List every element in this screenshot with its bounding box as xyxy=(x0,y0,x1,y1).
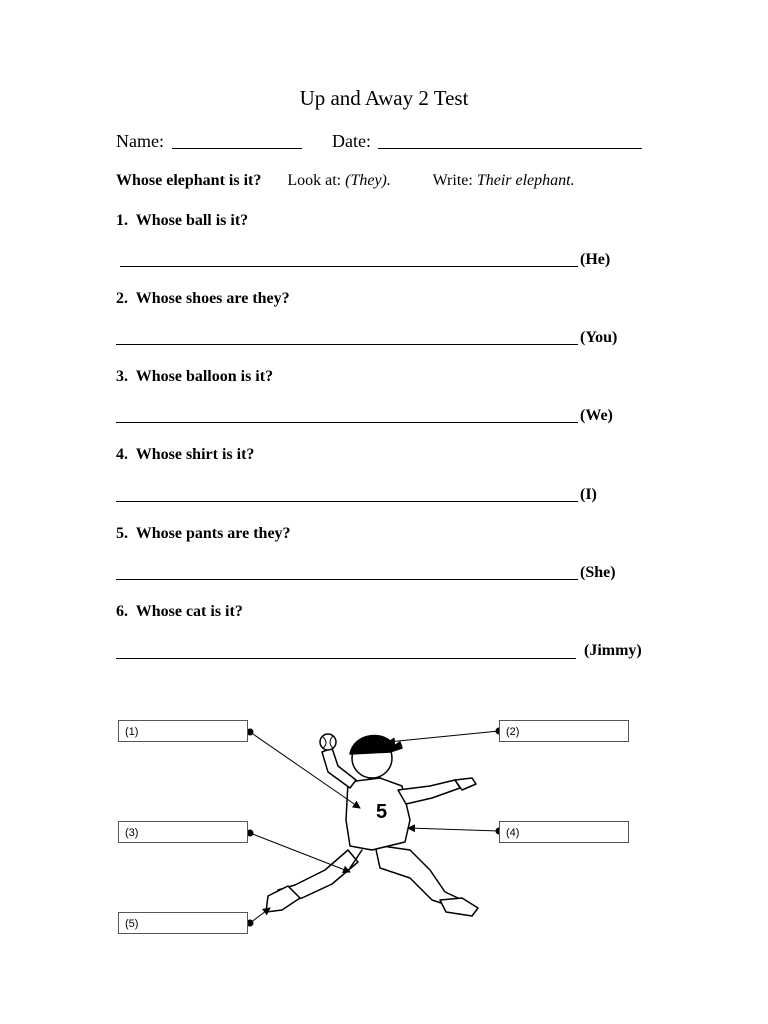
jersey-number: 5 xyxy=(376,801,388,823)
example-look-label: Look at: xyxy=(287,172,342,189)
date-field[interactable] xyxy=(378,148,642,149)
question-2: 2. Whose shoes are they? xyxy=(116,290,290,307)
date-label: Date: xyxy=(332,131,371,151)
answer-line-6[interactable] xyxy=(116,658,576,659)
answer-line-4[interactable] xyxy=(116,501,578,502)
page-title: Up and Away 2 Test xyxy=(299,86,469,110)
question-3: 3. Whose balloon is it? xyxy=(116,368,274,385)
example-line xyxy=(116,172,575,190)
pronoun-6: (Jimmy) xyxy=(584,642,642,659)
name-field[interactable] xyxy=(172,148,302,149)
pronoun-3: (We) xyxy=(580,407,613,424)
example-question: Whose elephant is it? xyxy=(116,172,262,189)
answer-line-5[interactable] xyxy=(116,579,578,580)
question-4: 4. Whose shirt is it? xyxy=(116,446,255,463)
label-box-1[interactable]: (1) xyxy=(118,720,248,742)
example-write-label: Write: xyxy=(432,172,473,189)
name-label: Name: xyxy=(116,131,164,151)
label-box-2[interactable]: (2) xyxy=(499,720,629,742)
question-6: 6. Whose cat is it? xyxy=(116,603,243,620)
labeling-figure xyxy=(110,700,650,950)
pronoun-1: (He) xyxy=(580,251,611,268)
pronoun-4: (I) xyxy=(580,486,597,503)
pronoun-5: (She) xyxy=(580,564,616,581)
label-box-5[interactable]: (5) xyxy=(118,912,248,934)
question-5: 5. Whose pants are they? xyxy=(116,525,291,542)
example-look-value: (They). xyxy=(345,172,391,189)
answer-line-3[interactable] xyxy=(116,422,578,423)
question-1: 1. Whose ball is it? xyxy=(116,212,249,229)
pronoun-2: (You) xyxy=(580,329,618,346)
answer-line-2[interactable] xyxy=(116,344,578,345)
label-box-3[interactable]: (3) xyxy=(118,821,248,843)
answer-line-1[interactable] xyxy=(120,266,578,267)
label-box-4[interactable]: (4) xyxy=(499,821,629,843)
example-write-value: Their elephant. xyxy=(476,172,575,189)
